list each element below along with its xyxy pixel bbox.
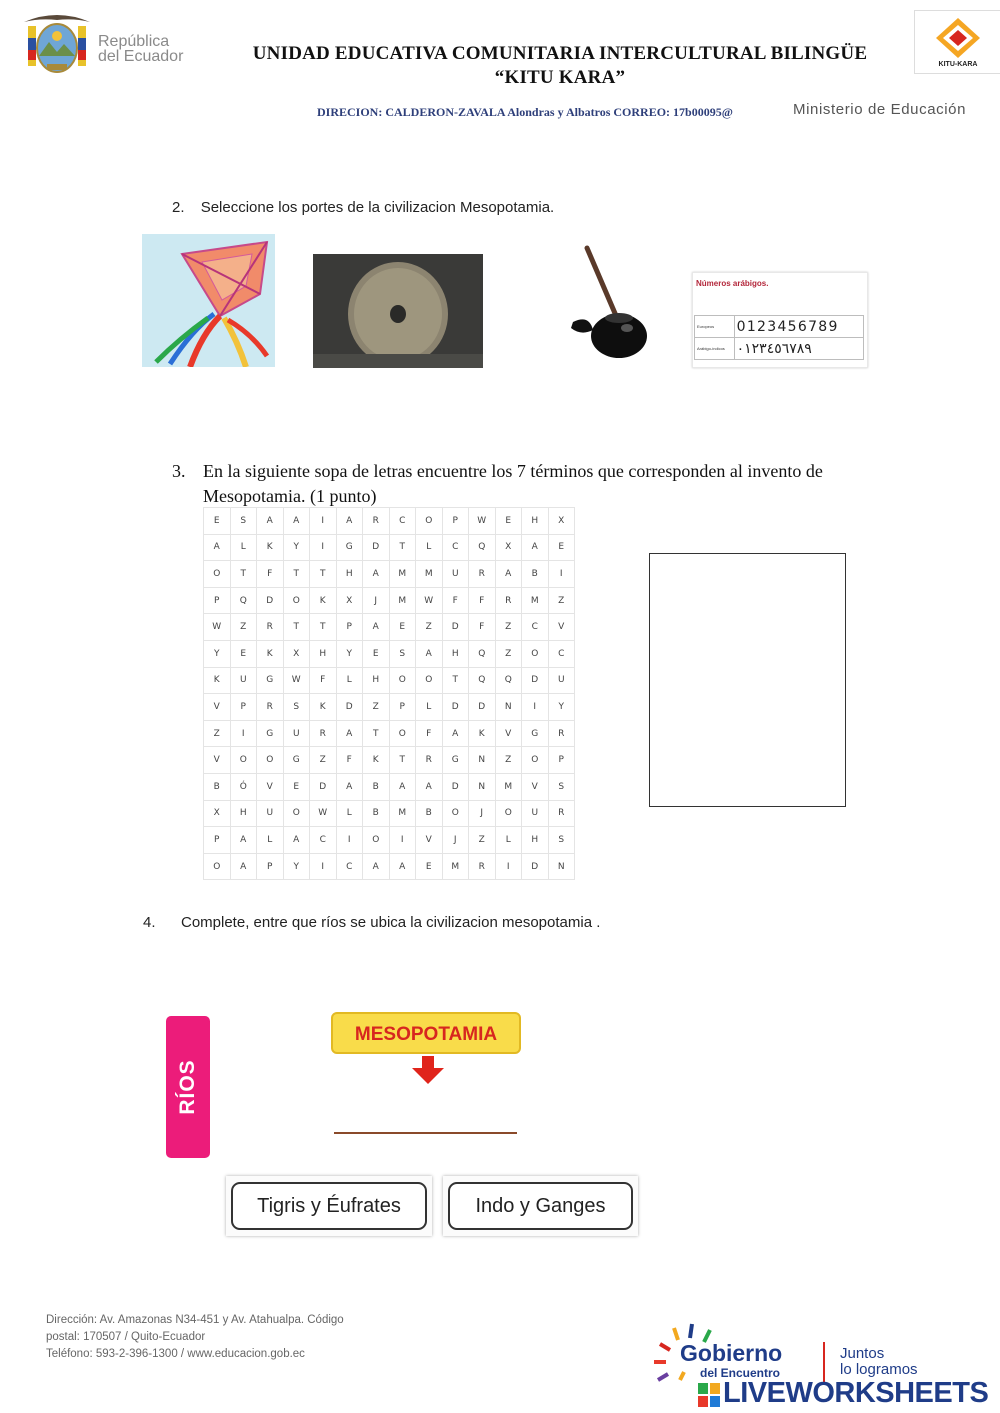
grid-cell[interactable]: O [416, 667, 443, 694]
grid-cell[interactable]: A [363, 853, 390, 880]
answer-box[interactable] [649, 553, 846, 807]
grid-row [204, 508, 575, 535]
grid-cell[interactable]: B [204, 773, 231, 800]
grid-cell[interactable]: F [336, 747, 363, 774]
numerals-table [694, 315, 864, 360]
grid-cell[interactable]: C [336, 853, 363, 880]
ministerio-label: Ministerio de Educación [793, 101, 967, 118]
grid-cell[interactable]: P [336, 614, 363, 641]
question-4-text: Complete, entre que ríos se ubica la civilizacion mesopotamia . [181, 914, 601, 931]
grid-cell[interactable]: P [204, 827, 231, 854]
grid-cell[interactable]: S [283, 694, 310, 721]
grid-cell[interactable]: I [310, 853, 337, 880]
grid-cell[interactable]: K [310, 587, 337, 614]
grid-cell[interactable]: Ó [230, 773, 257, 800]
grid-row [204, 853, 575, 880]
grid-cell[interactable]: R [469, 853, 496, 880]
grid-row [204, 561, 575, 588]
grid-cell[interactable]: D [257, 587, 284, 614]
grid-cell[interactable]: N [469, 747, 496, 774]
grid-row [204, 827, 575, 854]
grid-cell[interactable]: R [548, 720, 575, 747]
grid-cell[interactable]: V [416, 827, 443, 854]
grid-cell[interactable]: K [469, 720, 496, 747]
grid-cell[interactable]: N [495, 694, 522, 721]
grid-cell[interactable]: S [389, 640, 416, 667]
grid-cell[interactable]: R [363, 508, 390, 535]
grid-cell[interactable]: A [283, 508, 310, 535]
grid-cell[interactable]: M [389, 800, 416, 827]
grid-cell[interactable]: P [204, 587, 231, 614]
grid-cell[interactable]: R [257, 694, 284, 721]
grid-cell[interactable]: Y [283, 853, 310, 880]
question-3-text: En la siguiente sopa de letras encuentre los 7 términos que corresponden al invento de Mesopotamia. (1 punto) [203, 461, 823, 506]
grid-cell[interactable]: Q [495, 667, 522, 694]
grid-cell[interactable]: A [230, 827, 257, 854]
grid-cell[interactable]: N [469, 773, 496, 800]
grid-cell[interactable]: L [230, 534, 257, 561]
grid-cell[interactable]: R [416, 747, 443, 774]
arrow-down-icon [410, 1056, 446, 1086]
grid-cell[interactable]: D [442, 694, 469, 721]
grid-cell[interactable]: W [310, 800, 337, 827]
grid-cell[interactable]: E [204, 508, 231, 535]
word-search-grid [203, 507, 575, 880]
question-4-number: 4. [143, 914, 156, 931]
grid-cell[interactable]: P [230, 694, 257, 721]
grid-cell[interactable]: A [389, 773, 416, 800]
grid-row [204, 640, 575, 667]
grid-cell[interactable]: G [257, 667, 284, 694]
grid-cell[interactable]: H [522, 827, 549, 854]
gobierno-subtitle: del Encuentro [700, 1366, 781, 1380]
grid-cell[interactable]: E [363, 640, 390, 667]
grid-cell[interactable]: L [416, 694, 443, 721]
option-indo-ganges[interactable] [443, 1176, 638, 1236]
grid-cell[interactable]: X [495, 534, 522, 561]
question-3 [172, 459, 912, 509]
grid-cell[interactable]: O [363, 827, 390, 854]
gov-name-line1: República [98, 33, 170, 50]
grid-cell[interactable]: P [442, 508, 469, 535]
grid-cell[interactable]: Z [204, 720, 231, 747]
grid-cell[interactable]: D [442, 614, 469, 641]
grid-cell[interactable]: A [336, 720, 363, 747]
gobierno-title: Gobierno [680, 1340, 783, 1366]
grid-cell[interactable]: B [363, 773, 390, 800]
grid-cell[interactable]: O [257, 747, 284, 774]
grid-cell[interactable]: L [416, 534, 443, 561]
numerals-row-label: Arábigo-índicos [695, 338, 735, 360]
grid-cell[interactable]: S [548, 827, 575, 854]
grid-cell[interactable]: F [442, 587, 469, 614]
grid-cell[interactable]: K [204, 667, 231, 694]
school-title-line2: “KITU KARA” [494, 67, 626, 88]
option-tigris-eufrates[interactable] [226, 1176, 432, 1236]
live-badge-icon [698, 1383, 720, 1407]
grid-cell[interactable]: H [336, 561, 363, 588]
grid-row [204, 587, 575, 614]
grid-row [204, 747, 575, 774]
juntos-line2: lo logramos [840, 1361, 918, 1378]
grid-cell[interactable]: W [469, 508, 496, 535]
mesopotamia-label: MESOPOTAMIA [331, 1012, 521, 1054]
grid-cell[interactable]: J [363, 587, 390, 614]
grid-row [204, 534, 575, 561]
grid-cell[interactable]: O [204, 853, 231, 880]
grid-cell[interactable]: M [442, 853, 469, 880]
grid-cell[interactable]: Z [416, 614, 443, 641]
grid-cell[interactable]: O [522, 640, 549, 667]
grid-cell[interactable]: T [283, 561, 310, 588]
grid-cell[interactable]: V [257, 773, 284, 800]
grid-cell[interactable]: F [469, 587, 496, 614]
grid-row [204, 667, 575, 694]
grid-cell[interactable]: G [283, 747, 310, 774]
grid-cell[interactable]: R [257, 614, 284, 641]
numerals-row-digits: 0123456789 [734, 316, 863, 338]
grid-cell[interactable]: D [522, 853, 549, 880]
grid-cell[interactable]: Y [336, 640, 363, 667]
grid-cell[interactable]: K [257, 640, 284, 667]
footer-line1: Dirección: Av. Amazonas N34-451 y Av. Atahualpa. Código [46, 1314, 344, 1326]
question-2-text: Seleccione los portes de la civilizacion Mesopotamia. [200, 199, 555, 216]
option-label: Tigris y Éufrates [231, 1182, 427, 1230]
grid-cell[interactable]: T [363, 720, 390, 747]
grid-cell[interactable]: E [230, 640, 257, 667]
numerals-row-label: Europeos [695, 316, 735, 338]
grid-cell[interactable]: M [389, 561, 416, 588]
ecuador-coat-of-arms [14, 8, 100, 82]
grid-cell[interactable]: A [389, 853, 416, 880]
grid-cell[interactable]: S [548, 773, 575, 800]
rios-label-box [166, 1016, 210, 1158]
grid-cell[interactable]: A [230, 853, 257, 880]
grid-cell[interactable]: T [389, 747, 416, 774]
grid-cell[interactable]: O [389, 720, 416, 747]
grid-cell[interactable]: A [336, 773, 363, 800]
school-logo [914, 10, 1000, 74]
grid-cell[interactable]: A [442, 720, 469, 747]
grid-cell[interactable]: N [548, 853, 575, 880]
footer-line3: Teléfono: 593-2-396-1300 / www.educacion.gob.ec [46, 1348, 305, 1360]
question-2 [172, 199, 554, 216]
grid-cell[interactable]: F [469, 614, 496, 641]
numerals-title: Números arábigos. [696, 279, 769, 288]
grid-cell[interactable]: I [230, 720, 257, 747]
grid-cell[interactable]: L [336, 667, 363, 694]
grid-cell[interactable]: V [548, 614, 575, 641]
grid-cell[interactable]: A [257, 508, 284, 535]
grid-cell[interactable]: V [495, 720, 522, 747]
grid-cell[interactable]: Z [495, 640, 522, 667]
grid-cell[interactable]: O [283, 587, 310, 614]
grid-cell[interactable]: A [363, 561, 390, 588]
grid-cell[interactable]: O [522, 747, 549, 774]
grid-cell[interactable]: G [257, 720, 284, 747]
grid-cell[interactable]: V [204, 747, 231, 774]
grid-cell[interactable]: C [548, 640, 575, 667]
grid-cell[interactable]: L [336, 800, 363, 827]
numerals-row-digits: ٠١٢٣٤٥٦٧٨٩ [734, 338, 863, 360]
numerals-row-arabic [695, 338, 864, 360]
gov-name-line2: del Ecuador [98, 48, 184, 65]
grid-cell[interactable]: X [336, 587, 363, 614]
grid-cell[interactable]: A [336, 508, 363, 535]
grid-cell[interactable]: Q [469, 534, 496, 561]
grid-cell[interactable]: O [442, 800, 469, 827]
grid-cell[interactable]: Y [204, 640, 231, 667]
grid-cell[interactable]: W [283, 667, 310, 694]
grid-cell[interactable]: E [548, 534, 575, 561]
grid-cell[interactable]: O [389, 667, 416, 694]
grid-cell[interactable]: Y [283, 534, 310, 561]
grid-cell[interactable]: D [442, 773, 469, 800]
question-4 [143, 914, 601, 931]
grid-cell[interactable]: L [257, 827, 284, 854]
grid-cell[interactable]: H [230, 800, 257, 827]
grid-cell[interactable]: T [230, 561, 257, 588]
grid-cell[interactable]: I [336, 827, 363, 854]
grid-row [204, 800, 575, 827]
grid-cell[interactable]: S [230, 508, 257, 535]
kite-image[interactable] [142, 234, 275, 367]
grid-cell[interactable]: P [389, 694, 416, 721]
grid-cell[interactable]: R [310, 720, 337, 747]
grid-cell[interactable]: B [522, 561, 549, 588]
grid-cell[interactable]: V [522, 773, 549, 800]
grid-cell[interactable]: B [363, 800, 390, 827]
grid-cell[interactable]: Z [548, 587, 575, 614]
footer-line2: postal: 170507 / Quito-Ecuador [46, 1331, 206, 1343]
grid-cell[interactable]: O [204, 561, 231, 588]
grid-cell[interactable]: Z [310, 747, 337, 774]
grid-row [204, 773, 575, 800]
grid-cell[interactable]: W [204, 614, 231, 641]
grid-cell[interactable]: D [522, 667, 549, 694]
grid-cell[interactable]: A [363, 614, 390, 641]
footer-divider [823, 1342, 825, 1382]
option-label: Indo y Ganges [448, 1182, 633, 1230]
grid-cell[interactable]: B [416, 800, 443, 827]
grid-cell[interactable]: I [548, 561, 575, 588]
grid-cell[interactable]: H [363, 667, 390, 694]
grid-cell[interactable]: H [442, 640, 469, 667]
grid-cell[interactable]: Q [469, 640, 496, 667]
grid-cell[interactable]: J [469, 800, 496, 827]
grid-cell[interactable]: C [310, 827, 337, 854]
grid-cell[interactable]: T [442, 667, 469, 694]
grid-cell[interactable]: U [548, 667, 575, 694]
grid-cell[interactable]: W [416, 587, 443, 614]
grid-cell[interactable]: M [389, 587, 416, 614]
gov-name [98, 34, 183, 64]
ink-quill-image[interactable] [553, 244, 663, 364]
grid-cell[interactable]: D [469, 694, 496, 721]
grid-cell[interactable]: T [283, 614, 310, 641]
question-2-number: 2. [172, 199, 185, 216]
grid-cell[interactable]: D [310, 773, 337, 800]
grid-cell[interactable]: G [522, 720, 549, 747]
grid-cell[interactable]: E [416, 853, 443, 880]
grid-cell[interactable]: I [310, 534, 337, 561]
grid-cell[interactable]: L [495, 827, 522, 854]
grid-cell[interactable]: Z [363, 694, 390, 721]
grid-cell[interactable]: F [416, 720, 443, 747]
grid-cell[interactable]: G [442, 747, 469, 774]
grid-cell[interactable]: Q [469, 667, 496, 694]
grid-cell[interactable]: M [522, 587, 549, 614]
grid-cell[interactable]: F [257, 561, 284, 588]
grid-cell[interactable]: H [522, 508, 549, 535]
direction-line: DIRECION: CALDERON-ZAVALA Alondras y Albatros CORREO: 17b00095@ [317, 105, 733, 119]
grid-cell[interactable]: T [389, 534, 416, 561]
grid-cell[interactable]: I [310, 508, 337, 535]
grid-cell[interactable]: V [204, 694, 231, 721]
numerals-row-european [695, 316, 864, 338]
grid-cell[interactable]: Z [495, 747, 522, 774]
grid-cell[interactable]: X [204, 800, 231, 827]
grid-cell[interactable]: A [416, 640, 443, 667]
juntos-slogan [840, 1346, 918, 1378]
grid-cell[interactable]: T [310, 561, 337, 588]
grid-cell[interactable]: G [336, 534, 363, 561]
grid-cell[interactable]: K [363, 747, 390, 774]
grid-cell[interactable]: Z [230, 614, 257, 641]
arabic-numerals-image[interactable] [692, 272, 868, 368]
grid-cell[interactable]: Z [469, 827, 496, 854]
grid-cell[interactable]: O [230, 747, 257, 774]
grid-cell[interactable]: T [310, 614, 337, 641]
grid-cell[interactable]: R [469, 561, 496, 588]
stone-wheel-image[interactable] [313, 254, 483, 368]
grid-cell[interactable]: U [522, 800, 549, 827]
grid-cell[interactable]: K [310, 694, 337, 721]
juntos-line1: Juntos [840, 1345, 885, 1362]
grid-cell[interactable]: A [495, 561, 522, 588]
grid-cell[interactable]: J [442, 827, 469, 854]
grid-cell[interactable]: X [283, 640, 310, 667]
grid-cell[interactable]: O [416, 508, 443, 535]
grid-cell[interactable]: I [522, 694, 549, 721]
grid-cell[interactable]: D [336, 694, 363, 721]
grid-cell[interactable]: X [548, 508, 575, 535]
grid-cell[interactable]: D [363, 534, 390, 561]
grid-cell[interactable]: U [257, 800, 284, 827]
grid-row [204, 720, 575, 747]
grid-cell[interactable]: P [548, 747, 575, 774]
grid-cell[interactable]: C [389, 508, 416, 535]
grid-cell[interactable]: E [389, 614, 416, 641]
grid-cell[interactable]: K [257, 534, 284, 561]
rios-label: RÍOS [176, 1059, 199, 1115]
grid-row [204, 694, 575, 721]
school-title [220, 42, 900, 90]
grid-cell[interactable]: C [442, 534, 469, 561]
footer-address [46, 1312, 344, 1363]
grid-cell[interactable]: F [310, 667, 337, 694]
grid-cell[interactable]: P [257, 853, 284, 880]
grid-cell[interactable]: A [416, 773, 443, 800]
school-title-line1: UNIDAD EDUCATIVA COMUNITARIA INTERCULTURAL BILINGÜE [252, 43, 868, 64]
grid-cell[interactable]: A [204, 534, 231, 561]
question-3-number: 3. [172, 461, 186, 481]
grid-cell[interactable]: I [389, 827, 416, 854]
grid-cell[interactable]: M [416, 561, 443, 588]
answer-drop-line[interactable] [334, 1132, 517, 1134]
grid-cell[interactable]: A [522, 534, 549, 561]
grid-row [204, 614, 575, 641]
school-logo-text: KITU-KARA [938, 61, 978, 68]
grid-cell[interactable]: U [283, 720, 310, 747]
liveworksheets-brand: LIVEWORKSHEETS [723, 1377, 989, 1409]
grid-cell[interactable]: M [495, 773, 522, 800]
grid-cell[interactable]: A [283, 827, 310, 854]
grid-cell[interactable]: C [522, 614, 549, 641]
grid-cell[interactable]: H [310, 640, 337, 667]
grid-cell[interactable]: U [442, 561, 469, 588]
grid-cell[interactable]: O [283, 800, 310, 827]
grid-cell[interactable]: Z [495, 614, 522, 641]
grid-cell[interactable]: Q [230, 587, 257, 614]
grid-cell[interactable]: I [495, 853, 522, 880]
grid-cell[interactable]: E [495, 508, 522, 535]
grid-cell[interactable]: R [495, 587, 522, 614]
grid-cell[interactable]: R [548, 800, 575, 827]
grid-cell[interactable]: Y [548, 694, 575, 721]
grid-cell[interactable]: O [495, 800, 522, 827]
grid-cell[interactable]: U [230, 667, 257, 694]
grid-cell[interactable]: E [283, 773, 310, 800]
